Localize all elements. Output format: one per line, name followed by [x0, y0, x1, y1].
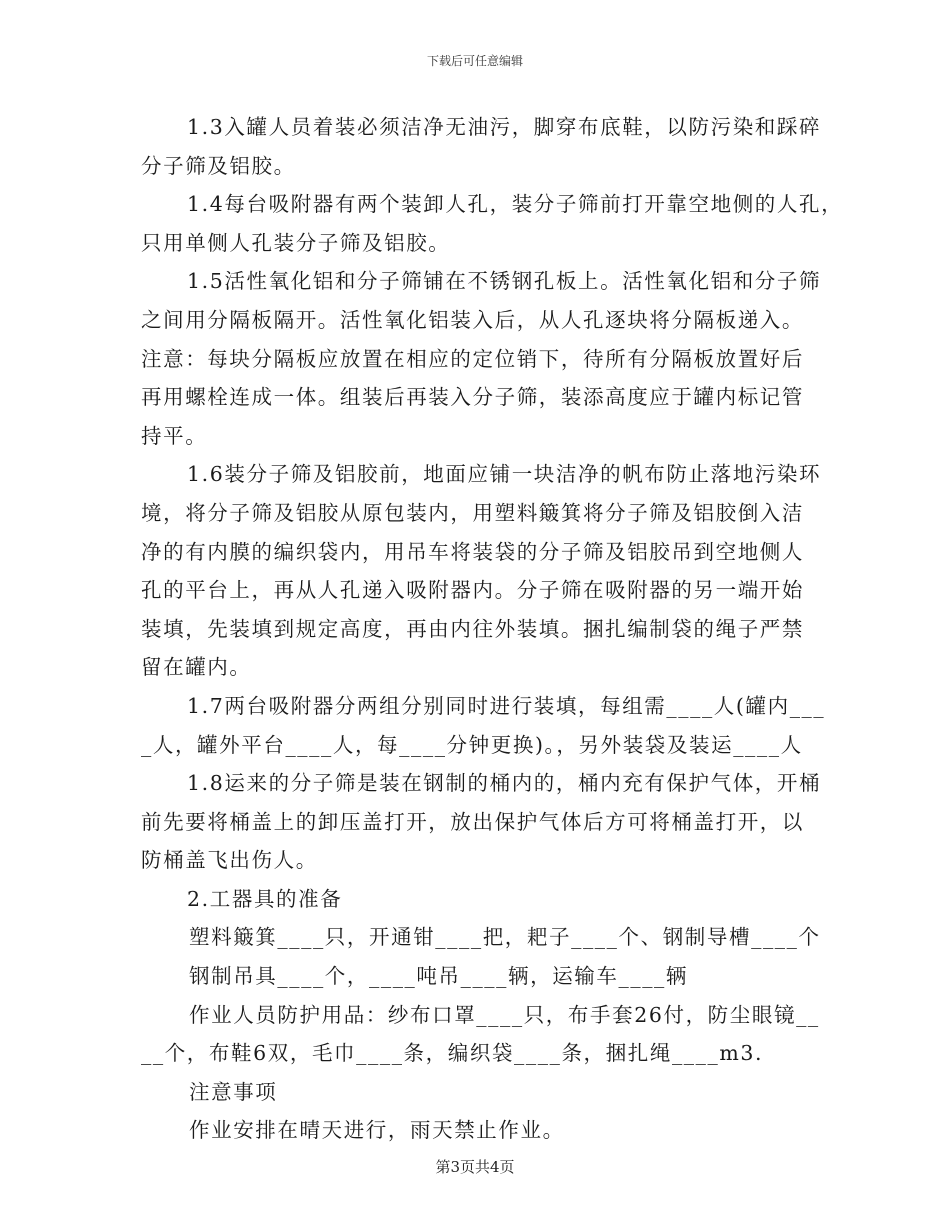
text-line-9: 持平。	[141, 423, 208, 448]
text-line-1: 1.3入罐人员着装必须洁净无油污，脚穿布底鞋，以防污染和踩碎	[187, 115, 822, 139]
text-line-18: 1.8运来的分子筛是装在钢制的桶内的，桶内充有保护气体，开桶	[187, 771, 822, 796]
text-line-25: __个，布鞋6双，毛巾____条，编织袋____条，捆扎绳____m3.	[141, 1041, 764, 1066]
text-line-17: _人，罐外平台____人，每____分钟更换)。，另外装袋及装运____人	[141, 732, 803, 757]
text-line-6: 之间用分隔板隔开。活性氧化铝装入后，从人孔逐块将分隔板递入。	[141, 307, 804, 332]
text-line-14: 装填，先装填到规定高度，再由内往外装填。捆扎编制袋的绳子严禁	[141, 616, 804, 641]
text-line-7: 注意：每块分隔板应放置在相应的定位销下，待所有分隔板放置好后	[141, 346, 804, 371]
text-line-4: 只用单侧人孔装分子筛及铝胶。	[141, 230, 451, 255]
text-line-19: 前先要将桶盖上的卸压盖打开，放出保护气体后方可将桶盖打开，以	[141, 809, 804, 834]
text-line-15: 留在罐内。	[141, 655, 252, 680]
text-line-27: 作业安排在晴天进行，雨天禁止作业。	[189, 1118, 565, 1143]
text-line-12: 净的有内膜的编织袋内，用吊车将装袋的分子筛及铝胶吊到空地侧人	[141, 539, 804, 564]
text-line-5: 1.5活性氧化铝和分子筛铺在不锈钢孔板上。活性氧化铝和分子筛	[187, 269, 822, 294]
text-line-11: 境，将分子筛及铝胶从原包装内，用塑料簸箕将分子筛及铝胶倒入洁	[141, 500, 804, 525]
text-line-8: 再用螺栓连成一体。组装后再装入分子筛，装添高度应于罐内标记管	[141, 385, 804, 410]
text-line-10: 1.6装分子筛及铝胶前，地面应铺一块洁净的帆布防止落地污染环	[187, 462, 822, 487]
text-line-20: 防桶盖飞出伤人。	[141, 848, 318, 873]
text-line-16: 1.7两台吸附器分两组分别同时进行装填，每组需____人(罐内___	[187, 693, 826, 718]
page-number: 第3页共4页	[435, 1158, 515, 1176]
section-heading: 2.工器具的准备	[187, 886, 343, 911]
page-header: 下载后可任意编辑	[426, 54, 523, 68]
text-line-23: 钢制吊具____个，____吨吊____辆，运输车____辆	[189, 964, 688, 989]
text-line-13: 孔的平台上，再从人孔递入吸附器内。分子筛在吸附器的另一端开始	[141, 578, 804, 603]
text-line-2: 分子筛及铝胶。	[141, 153, 296, 178]
document-body	[141, 108, 844, 1150]
text-line-24: 作业人员防护用品：纱布口罩____只，布手套26付，防尘眼镜__	[189, 1002, 820, 1027]
notes-heading: 注意事项	[189, 1079, 278, 1104]
text-line-3: 1.4每台吸附器有两个装卸人孔，装分子筛前打开靠空地侧的人孔，	[187, 192, 844, 217]
text-line-22: 塑料簸箕____只，开通钳____把，耙子____个、钢制导槽____个	[189, 925, 821, 950]
